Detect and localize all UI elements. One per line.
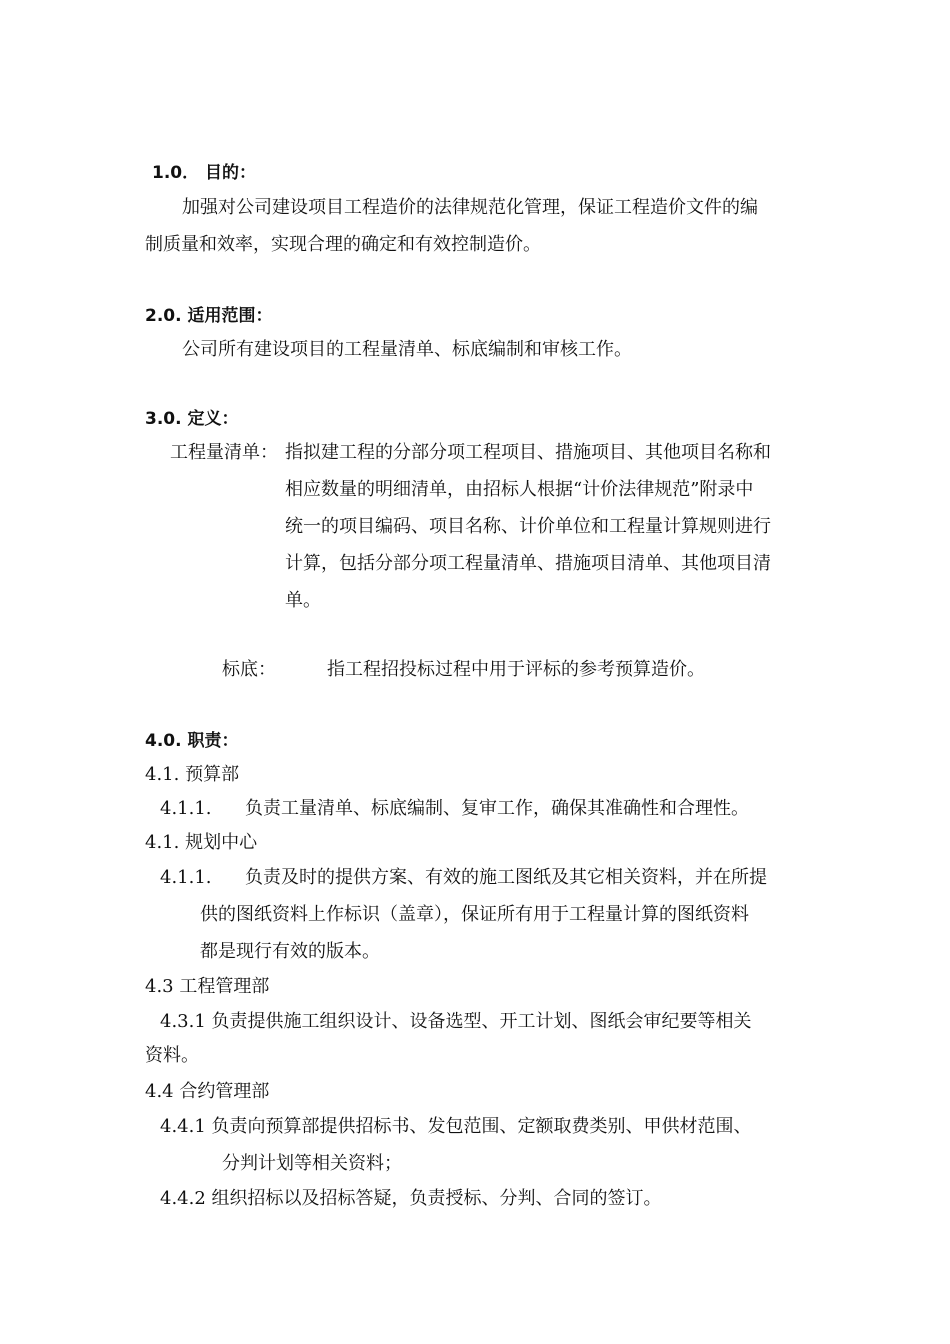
definition-bill-line-2: 相应数量的明细清单，由招标人根据“计价法律规范”附录中 — [285, 479, 754, 500]
definition-term-bill: 工程量清单： — [170, 442, 278, 463]
duty-engineering-line-1: 4.3.1 负责提供施工组织设计、设备选型、开工计划、图纸会审纪要等相关 — [160, 1011, 752, 1032]
duty-budget-title: 4.1. 预算部 — [145, 764, 240, 785]
purpose-line-2: 制质量和效率，实现合理的确定和有效控制造价。 — [145, 234, 541, 255]
duty-planning-title: 4.1. 规划中心 — [145, 832, 258, 853]
definition-term-base: 标底： — [222, 659, 276, 680]
definition-bill-line-4: 计算，包括分部分项工程量清单、措施项目清单、其他项目清 — [285, 553, 771, 574]
heading-scope: 2.0. 适用范围： — [145, 306, 273, 326]
duty-contract-title: 4.4 合约管理部 — [145, 1081, 270, 1102]
definition-bill-line-1: 指拟建工程的分部分项工程项目、措施项目、其他项目名称和 — [285, 442, 771, 463]
heading-purpose: 1.0． 目的： — [152, 163, 257, 183]
duty-planning-line-3: 都是现行有效的版本。 — [200, 941, 380, 962]
duty-budget-item-text: 负责工量清单、标底编制、复审工作，确保其准确性和合理性。 — [245, 798, 749, 819]
duty-planning-line-2: 供的图纸资料上作标识（盖章），保证所有用于工程量计算的图纸资料 — [200, 904, 749, 925]
duty-engineering-line-2: 资料。 — [145, 1045, 199, 1066]
duty-contract-item2: 4.4.2 组织招标以及招标答疑，负责授标、分判、合同的签订。 — [160, 1188, 662, 1209]
scope-line-1: 公司所有建设项目的工程量清单、标底编制和审核工作。 — [182, 339, 632, 360]
duty-planning-item-no: 4.1.1. — [160, 867, 212, 888]
heading-duties: 4.0. 职责： — [145, 731, 239, 751]
duty-budget-item-no: 4.1.1. — [160, 798, 212, 819]
definition-bill-line-5: 单。 — [285, 590, 321, 611]
definition-bill-line-3: 统一的项目编码、项目名称、计价单位和工程量计算规则进行 — [285, 516, 771, 537]
duty-engineering-title: 4.3 工程管理部 — [145, 976, 270, 997]
purpose-line-1: 加强对公司建设项目工程造价的法律规范化管理，保证工程造价文件的编 — [182, 197, 758, 218]
duty-contract-item1-line-1: 4.4.1 负责向预算部提供招标书、发包范围、定额取费类别、甲供材范围、 — [160, 1116, 752, 1137]
definition-base-text: 指工程招投标过程中用于评标的参考预算造价。 — [327, 659, 705, 680]
heading-definitions: 3.0. 定义： — [145, 409, 239, 429]
duty-contract-item1-line-2: 分判计划等相关资料； — [222, 1153, 402, 1174]
duty-planning-line-1: 负责及时的提供方案、有效的施工图纸及其它相关资料，并在所提 — [245, 867, 767, 888]
